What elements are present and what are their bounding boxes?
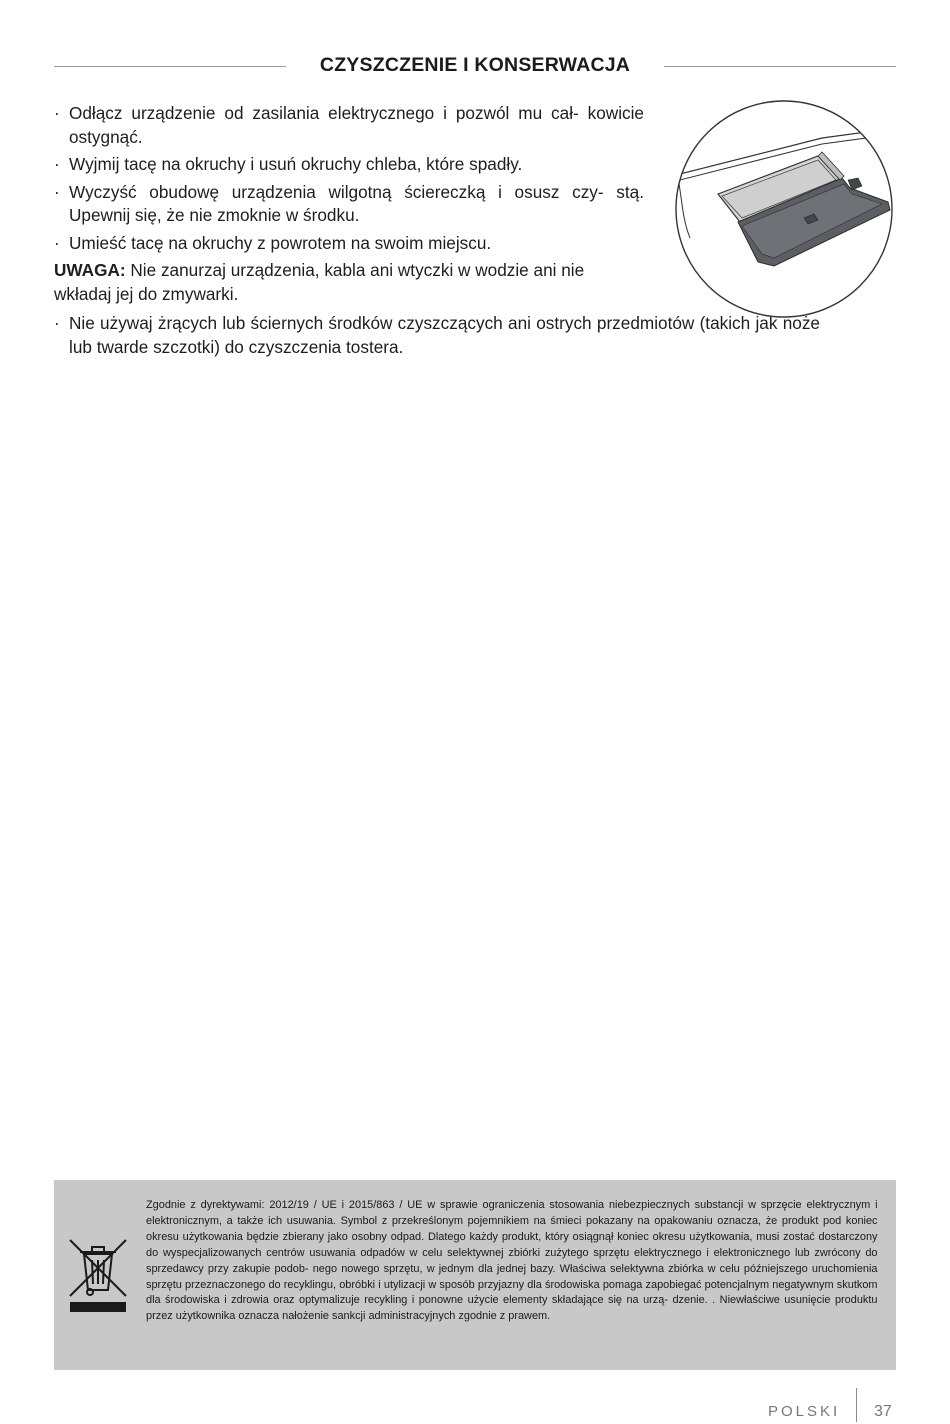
weee-notice [54,1180,896,1370]
bullet-symbol: · [54,181,60,202]
instruction-text: Wyczyść obudowę urządzenia wilgotną ściereczką i osusz czy- stą. Upewnij się, że nie zmoknie w środku. [69,181,644,225]
footer-divider [856,1388,857,1422]
bullet-symbol: · [54,232,60,253]
page-title: CZYSZCZENIE I KONSERWACJA [319,54,631,76]
instruction-item [54,153,644,177]
bullet-symbol: · [54,313,60,333]
crumb-tray-illustration-icon [672,98,896,320]
instruction-text: Wyjmij tacę na okruchy i usuń okruchy chleba, które spadły. [69,154,523,174]
page-number: 37 [874,1403,892,1420]
instruction-text: Umieść tacę na okruchy z powrotem na swoim miejscu. [69,232,492,253]
header-rule-left [54,66,286,67]
warning-note [54,259,644,306]
instruction-item [54,181,644,228]
header-rule-right [664,66,896,67]
bullet-symbol: · [54,103,60,123]
bullet-symbol: · [54,154,60,174]
instruction-text: Nie używaj żrących lub ściernych środków czyszczących ani ostrych przedmiotów (takich jak noże lub twarde szczotki) do czyszczenia tostera. [69,313,820,357]
footer-language: POLSKI [768,1403,841,1420]
instruction-text: Odłącz urządzenie od zasilania elektrycznego i pozwól mu cał- kowicie ostygnąć. [69,103,644,147]
warning-label: UWAGA: [54,260,126,280]
weee-notice-text: Zgodnie z dyrektywami: 2012/19 / UE i 2015/863 / UE w sprawie ograniczenia stosowania niebezpiecznych substancji w sprzęcie elektrycznym i elektronicznym, a także ich usuwania. Symbol z przekreślonym pojemnikiem na śmieci pokazany na opakowaniu oznacza, że produkt pod koniec okresu użytkowania będzie zbierany jako osobny odpad. Dlatego każdy produkt, który osiągnął koniec okresu użytkowania, musi zostać dostarczony do wyspecjalizowanych centrów usuwania odpadów w celu selektywnej zbiórki zużytego sprzętu elektrycznego i elektronicznego lub zwrócony do sprzedawcy przy zakupie podob- nego nowego sprzętu, w jednym dla jednej bazy. Właściwa selektywna zbiórka w celu późniejszego uruchomienia sprzętu przeznaczonego do recyklingu, obróbki i utylizacji w sposób przyjazny dla środowiska pomaga zapobiegać potencjalnym negatywnym skutkom dla środowiska i zdrowia oraz optymalizuje recykling i ponowne użycie elementy składające się na urzą- dzenie. . Niewłaściwe usunięcie produktu przez użytkownika oznacza nałożenie sankcji administracyjnych zgodnie z prawem. [146,1199,878,1323]
section-header [54,54,896,82]
warning-text: Nie zanurzaj urządzenia, kabla ani wtyczki w wodzie ani nie wkładaj jej do zmywarki. [54,260,585,304]
instruction-item [54,232,644,256]
instruction-item [54,102,644,149]
page-footer [760,1398,900,1424]
crossed-out-bin-icon [68,1234,128,1314]
